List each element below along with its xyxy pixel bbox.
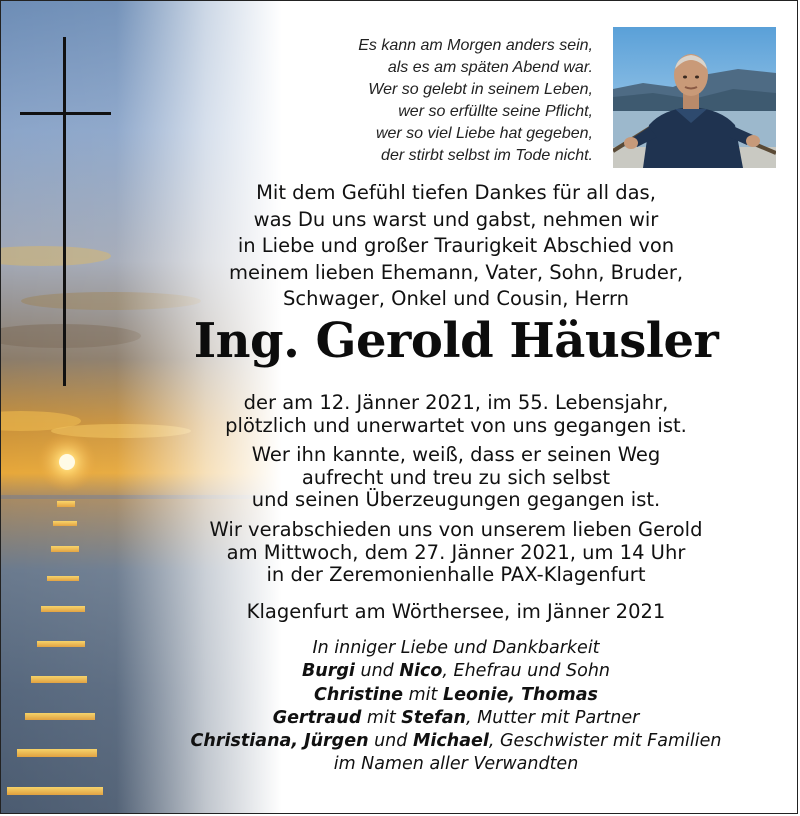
tribute-line: Wer ihn kannte, weiß, dass er seinen Weg xyxy=(251,443,661,466)
mourner-name: Michael xyxy=(412,731,489,752)
connector: mit xyxy=(361,707,402,728)
signature-line xyxy=(151,684,761,707)
relation: , Ehefrau und Sohn xyxy=(442,661,611,682)
relation: , Mutter mit Partner xyxy=(466,707,640,728)
cross-icon xyxy=(63,37,66,386)
tribute-text xyxy=(191,444,721,512)
connector: mit xyxy=(403,684,443,705)
portrait-photo xyxy=(613,27,776,168)
tribute-line: und seinen Überzeugungen gegangen ist. xyxy=(251,488,661,511)
poem xyxy=(263,35,593,167)
intro-line: Schwager, Onkel und Cousin, Herrn xyxy=(283,287,629,310)
signature-opening: In inniger Liebe und Dankbarkeit xyxy=(312,638,600,658)
signature-closing: im Namen aller Verwandten xyxy=(333,754,579,775)
mourner-name: Burgi xyxy=(301,661,355,682)
place-date: Klagenfurt am Wörthersee, im Jänner 2021 xyxy=(246,600,666,623)
connector: und xyxy=(354,661,400,682)
farewell-line: in der Zeremonienhalle PAX-Klagenfurt xyxy=(266,563,646,586)
signature-line xyxy=(151,660,761,683)
death-info xyxy=(191,392,721,437)
poem-line: Wer so gelebt in seinem Leben, xyxy=(368,81,593,98)
mourner-name: Stefan xyxy=(401,707,466,728)
mourner-name: Christine xyxy=(314,684,404,705)
poem-line: wer so viel Liebe hat gegeben, xyxy=(375,125,593,142)
connector: und xyxy=(368,731,413,752)
poem-line: wer so erfüllte seine Pflicht, xyxy=(398,103,593,120)
poem-line: der stirbt selbst im Tode nicht. xyxy=(381,147,593,164)
intro-line: Mit dem Gefühl tiefen Dankes für all das, xyxy=(256,181,656,204)
mourner-name: Christiana, Jürgen xyxy=(190,731,369,752)
poem-line: Es kann am Morgen anders sein, xyxy=(358,37,593,54)
signature-line xyxy=(151,707,761,730)
intro-text xyxy=(191,180,721,313)
intro-line: was Du uns warst und gabst, nehmen wir xyxy=(253,207,659,231)
relation: , Geschwister mit Familien xyxy=(488,731,722,752)
deceased-name: Ing. Gerold Häusler xyxy=(193,313,719,369)
mourner-name: Gertraud xyxy=(272,707,362,728)
intro-line: meinem lieben Ehemann, Vater, Sohn, Bruder, xyxy=(228,260,684,284)
intro-line: in Liebe und großer Traurigkeit Abschied von xyxy=(237,234,675,257)
farewell-text xyxy=(191,519,721,587)
cross-bar xyxy=(20,112,111,115)
signature-line xyxy=(151,730,761,753)
farewell-line: am Mittwoch, dem 27. Jänner 2021, um 14 Uhr xyxy=(226,540,686,564)
tribute-line: aufrecht und treu zu sich selbst xyxy=(301,465,611,489)
mourner-name: Leonie, Thomas xyxy=(442,684,598,705)
death-line: der am 12. Jänner 2021, im 55. Lebensjahr, xyxy=(243,391,669,414)
farewell-line: Wir verabschieden uns von unserem lieben Gerold xyxy=(209,518,703,541)
death-line: plötzlich und unerwartet von uns gegangen ist. xyxy=(225,413,687,437)
poem-line: als es am späten Abend war. xyxy=(387,59,593,76)
mourner-name: Nico xyxy=(399,661,443,682)
mourners-signature xyxy=(151,637,761,777)
